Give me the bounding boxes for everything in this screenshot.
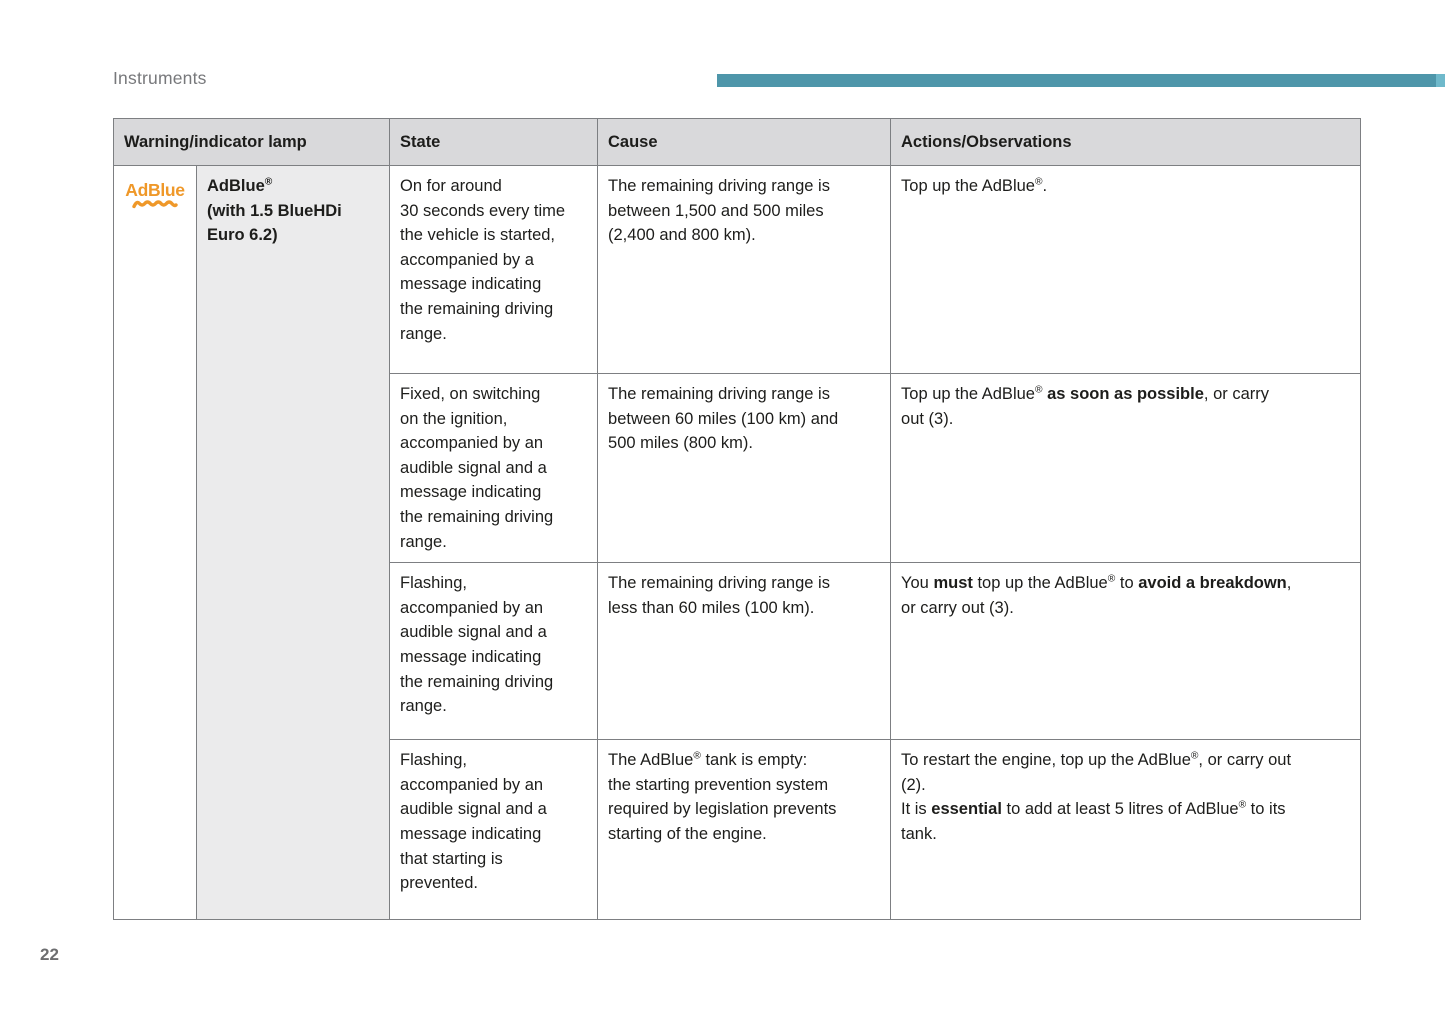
header-state: State xyxy=(390,119,598,166)
table-header-row xyxy=(114,119,1361,166)
header-actions-observations: Actions/Observations xyxy=(891,119,1361,166)
adblue-indicator-lamp-icon xyxy=(125,181,184,210)
page-number: 22 xyxy=(40,945,59,964)
cause-cell: The AdBlue® tank is empty: the starting prevention system required by legislation prevents starting of the engine. xyxy=(598,740,891,920)
lamp-name-cell: AdBlue® (with 1.5 BlueHDi Euro 6.2) xyxy=(197,166,390,920)
actions-cell: To restart the engine, top up the AdBlue®, or carry out (2). It is essential to add at least 5 litres of AdBlue® to its tank. xyxy=(891,740,1361,920)
lamp-cell xyxy=(114,166,197,920)
accent-bar-tip xyxy=(1436,74,1445,87)
state-cell: Flashing, accompanied by an audible signal and a message indicating that starting is prevented. xyxy=(390,740,598,920)
state-cell: Flashing, accompanied by an audible signal and a message indicating the remaining driving range. xyxy=(390,563,598,740)
warning-indicator-table xyxy=(113,118,1361,920)
header-cause: Cause xyxy=(598,119,891,166)
cause-cell: The remaining driving range is between 1,500 and 500 miles (2,400 and 800 km). xyxy=(598,166,891,374)
header-warning-indicator-lamp: Warning/indicator lamp xyxy=(114,119,390,166)
state-cell: On for around 30 seconds every time the vehicle is started, accompanied by a message indicating the remaining driving range. xyxy=(390,166,598,374)
table-row xyxy=(114,166,1361,374)
cause-cell: The remaining driving range is less than 60 miles (100 km). xyxy=(598,563,891,740)
cause-cell: The remaining driving range is between 60 miles (100 km) and 500 miles (800 km). xyxy=(598,374,891,563)
section-title: Instruments xyxy=(113,68,207,88)
adblue-logo-text: AdBlue xyxy=(125,180,185,200)
actions-cell: Top up the AdBlue®. xyxy=(891,166,1361,374)
state-cell: Fixed, on switching on the ignition, accompanied by an audible signal and a message indicating the remaining driving range. xyxy=(390,374,598,563)
actions-cell: You must top up the AdBlue® to avoid a breakdown, or carry out (3). xyxy=(891,563,1361,740)
actions-cell: Top up the AdBlue® as soon as possible, or carry out (3). xyxy=(891,374,1361,563)
accent-bar xyxy=(717,74,1445,87)
wave-icon xyxy=(131,199,179,210)
